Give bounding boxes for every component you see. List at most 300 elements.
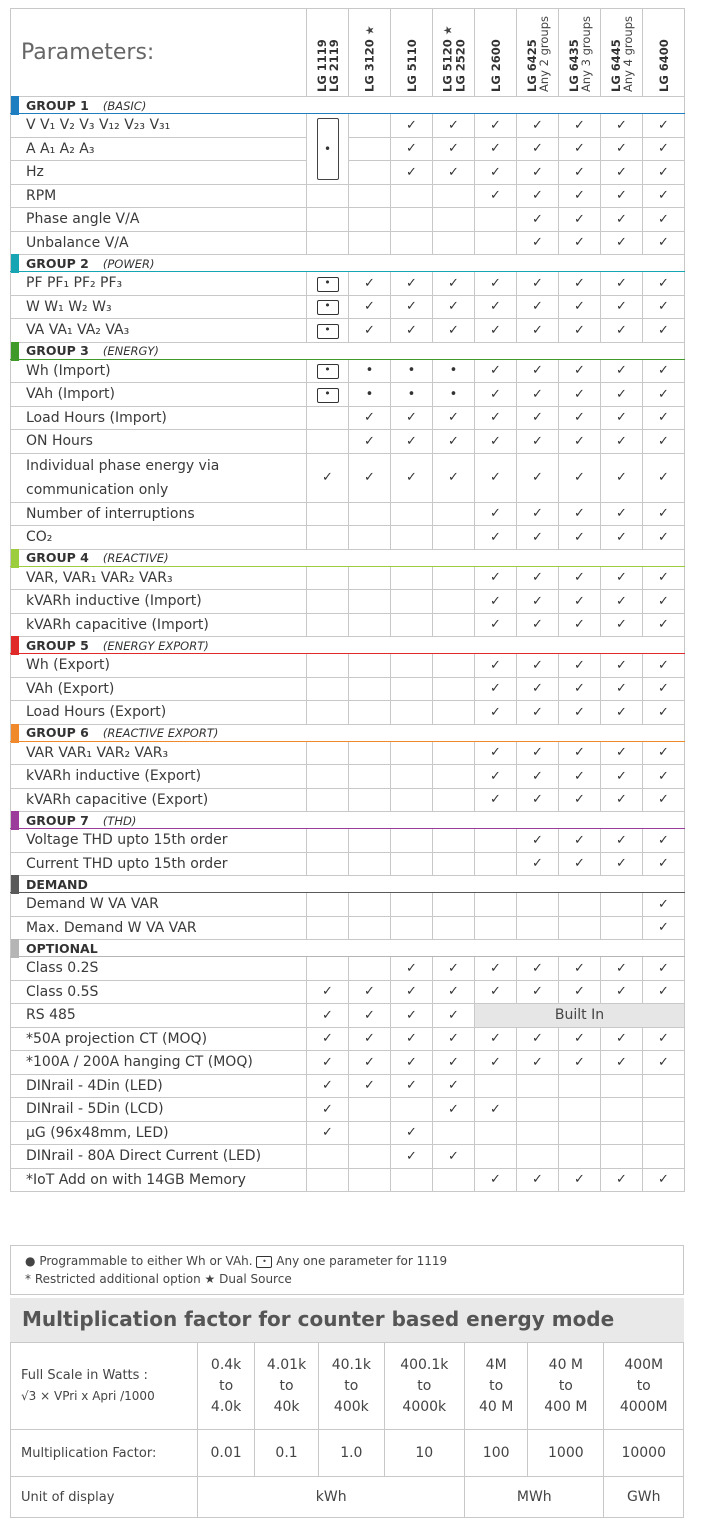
check-mark: ✓ [532, 792, 543, 808]
cell [517, 231, 559, 255]
cell [433, 453, 475, 502]
full-scale-label [11, 1343, 198, 1430]
cell [391, 502, 433, 526]
cell [643, 1098, 685, 1122]
check-mark: ✓ [532, 164, 543, 180]
check-mark: ✓ [574, 745, 585, 761]
range-line: to [636, 1377, 651, 1394]
cell [349, 829, 391, 853]
model-label [568, 16, 592, 92]
cell [601, 359, 643, 383]
cell [559, 114, 601, 138]
model-label [658, 39, 670, 92]
cell [475, 957, 517, 981]
check-mark: ✓ [448, 117, 459, 133]
cell [559, 161, 601, 185]
check-mark: ✓ [406, 275, 417, 291]
cell [475, 590, 517, 614]
parameter-label: VAR, VAR₁ VAR₂ VAR₃ [11, 566, 307, 590]
check-mark: ✓ [616, 188, 627, 204]
cell [391, 208, 433, 232]
cell [433, 1168, 475, 1192]
parameter-label: *50A projection CT (MOQ) [11, 1027, 307, 1051]
cell [643, 566, 685, 590]
cell [601, 654, 643, 678]
cell [517, 430, 559, 454]
parameter-label: VA VA₁ VA₂ VA₃ [11, 319, 307, 343]
cell [391, 430, 433, 454]
check-mark: ✓ [364, 433, 375, 449]
table-row [11, 852, 685, 876]
model-header [517, 9, 559, 97]
check-mark: ✓ [658, 984, 669, 1000]
factor-value: 0.1 [254, 1430, 318, 1477]
cell [433, 916, 475, 940]
check-mark: ✓ [448, 470, 459, 485]
check-mark: ✓ [658, 1054, 669, 1070]
cell [517, 272, 559, 296]
cell [559, 590, 601, 614]
parameter-label: CO₂ [11, 526, 307, 550]
parameter-label: Phase angle V/A [11, 208, 307, 232]
cell [517, 406, 559, 430]
cell [517, 916, 559, 940]
cell [349, 980, 391, 1004]
cell [517, 765, 559, 789]
parameters-table [10, 8, 685, 1192]
cell [349, 1168, 391, 1192]
check-mark: ✓ [490, 745, 501, 761]
cell [433, 1074, 475, 1098]
cell [349, 383, 391, 407]
built-in-cell: Built In [475, 1004, 685, 1028]
cell [349, 701, 391, 725]
model-line1: LG 6400 [656, 39, 671, 92]
check-mark: ✓ [574, 433, 585, 449]
model-header [643, 9, 685, 97]
group-header [11, 342, 685, 359]
programmable-dot: • [407, 386, 416, 402]
cell [559, 916, 601, 940]
check-mark: ✓ [574, 235, 585, 251]
parameter-label: RS 485 [11, 1004, 307, 1028]
cell [517, 613, 559, 637]
check-mark: ✓ [574, 681, 585, 697]
cell [433, 654, 475, 678]
cell [475, 829, 517, 853]
table-row [11, 1004, 685, 1028]
check-mark: ✓ [322, 1125, 333, 1141]
unit-value: MWh [465, 1477, 604, 1518]
parameter-label: Class 0.2S [11, 957, 307, 981]
cell [349, 161, 391, 185]
cell [643, 231, 685, 255]
cell [601, 453, 643, 502]
range-line: 40 M [548, 1356, 584, 1373]
model-line2: LG 2520 [453, 39, 467, 92]
cell [391, 319, 433, 343]
cell [643, 137, 685, 161]
check-mark: ✓ [448, 984, 459, 1000]
check-mark: ✓ [532, 1172, 543, 1188]
cell [517, 453, 559, 502]
group-color-bar [11, 96, 19, 115]
table-row [11, 319, 685, 343]
cell [433, 526, 475, 550]
cell [307, 231, 349, 255]
cell [349, 1027, 391, 1051]
check-mark: ✓ [406, 433, 417, 449]
cell [517, 1027, 559, 1051]
check-mark: ✓ [658, 322, 669, 338]
cell [601, 1121, 643, 1145]
group-color-bar [11, 636, 19, 655]
range-line: 4.01k [266, 1356, 307, 1373]
cell [475, 613, 517, 637]
cell [643, 654, 685, 678]
table-row [11, 1168, 685, 1192]
model-label [610, 16, 634, 92]
range-cell [604, 1343, 684, 1430]
cell [391, 526, 433, 550]
check-mark: ✓ [448, 1007, 459, 1023]
table-row [11, 590, 685, 614]
cell [559, 319, 601, 343]
cell [307, 980, 349, 1004]
cell [433, 1004, 475, 1028]
group-color-bar [11, 254, 19, 273]
one-parameter-marker: • [317, 388, 339, 403]
cell [349, 566, 391, 590]
range-line: to [279, 1377, 294, 1394]
group-header [11, 812, 685, 829]
cell [391, 184, 433, 208]
check-mark: ✓ [406, 117, 417, 133]
cell [559, 208, 601, 232]
check-mark: ✓ [616, 856, 627, 872]
cell [601, 613, 643, 637]
group-header-row [11, 549, 685, 566]
cell [601, 741, 643, 765]
check-mark: ✓ [574, 117, 585, 133]
group-header [11, 637, 685, 654]
check-mark: ✓ [364, 984, 375, 1000]
check-mark: ✓ [658, 299, 669, 315]
check-mark: ✓ [448, 1031, 459, 1047]
cell [391, 1121, 433, 1145]
check-mark: ✓ [532, 299, 543, 315]
check-mark: ✓ [406, 1031, 417, 1047]
cell [601, 893, 643, 917]
cell [391, 272, 433, 296]
cell [307, 566, 349, 590]
range-line: 400M [624, 1356, 664, 1373]
check-mark: ✓ [490, 117, 501, 133]
cell [349, 453, 391, 502]
cell [433, 677, 475, 701]
check-mark: ✓ [616, 984, 627, 1000]
check-mark: ✓ [532, 593, 543, 609]
factor-value: 1.0 [319, 1430, 384, 1477]
cell [307, 1121, 349, 1145]
check-mark: ✓ [532, 570, 543, 586]
check-mark: ✓ [532, 832, 543, 848]
cell [349, 613, 391, 637]
check-mark: ✓ [532, 1031, 543, 1047]
cell [559, 406, 601, 430]
check-mark: ✓ [574, 704, 585, 720]
cell [601, 502, 643, 526]
cell [475, 295, 517, 319]
group-color-bar [11, 811, 19, 830]
cell [475, 114, 517, 138]
cell [391, 359, 433, 383]
group-header-row [11, 812, 685, 829]
cell [601, 566, 643, 590]
cell [601, 829, 643, 853]
cell [559, 893, 601, 917]
cell [559, 231, 601, 255]
unit-label: Unit of display [11, 1477, 198, 1518]
cell [433, 502, 475, 526]
cell [643, 765, 685, 789]
check-mark: ✓ [658, 832, 669, 848]
check-mark: ✓ [616, 529, 627, 545]
cell [601, 383, 643, 407]
cell [559, 613, 601, 637]
cell [643, 272, 685, 296]
check-mark: ✓ [532, 470, 543, 485]
cell [601, 957, 643, 981]
table-row [11, 453, 685, 502]
range-line: 4M [485, 1356, 507, 1373]
cell [517, 208, 559, 232]
check-mark: ✓ [490, 1031, 501, 1047]
check-mark: ✓ [574, 299, 585, 315]
cell [475, 161, 517, 185]
cell [559, 829, 601, 853]
cell [307, 677, 349, 701]
cell [433, 788, 475, 812]
cell [349, 526, 391, 550]
check-mark: ✓ [490, 768, 501, 784]
parameter-label: DINrail - 80A Direct Current (LED) [11, 1145, 307, 1169]
check-mark: ✓ [406, 1007, 417, 1023]
cell [307, 430, 349, 454]
check-mark: ✓ [616, 299, 627, 315]
model-header [391, 9, 433, 97]
model-line1: LG 5110 [404, 39, 419, 92]
cell [391, 1004, 433, 1028]
cell [559, 1145, 601, 1169]
cell [433, 208, 475, 232]
cell [601, 406, 643, 430]
cell [643, 208, 685, 232]
full-scale-title: Full Scale in Watts : [21, 1368, 148, 1383]
range-cell [528, 1343, 604, 1430]
cell [643, 741, 685, 765]
cell [307, 1168, 349, 1192]
cell [643, 526, 685, 550]
cell [559, 1121, 601, 1145]
cell [601, 137, 643, 161]
check-mark: ✓ [616, 1054, 627, 1070]
table-row [11, 1074, 685, 1098]
one-parameter-marker: • [317, 300, 339, 315]
cell [307, 765, 349, 789]
cell [559, 980, 601, 1004]
cell [307, 319, 349, 343]
factor-label: Multiplication Factor: [11, 1430, 198, 1477]
check-mark: ✓ [574, 984, 585, 1000]
cell [307, 1145, 349, 1169]
group-subtitle: (POWER) [102, 256, 155, 271]
cell [391, 161, 433, 185]
check-mark: ✓ [616, 593, 627, 609]
check-mark: ✓ [658, 1172, 669, 1188]
check-mark: ✓ [616, 470, 627, 485]
table-row [11, 566, 685, 590]
cell [517, 114, 559, 138]
check-mark: ✓ [574, 832, 585, 848]
cell [517, 741, 559, 765]
range-line: to [219, 1377, 234, 1394]
cell [391, 852, 433, 876]
cell [559, 654, 601, 678]
check-mark: ✓ [616, 235, 627, 251]
check-mark: ✓ [322, 1054, 333, 1070]
check-mark: ✓ [616, 681, 627, 697]
model-label [363, 25, 376, 92]
cell [475, 566, 517, 590]
parameter-label: W W₁ W₂ W₃ [11, 295, 307, 319]
cell [349, 430, 391, 454]
cell [475, 1145, 517, 1169]
parameter-label: Number of interruptions [11, 502, 307, 526]
check-mark: ✓ [658, 363, 669, 379]
cell [517, 590, 559, 614]
table-row [11, 231, 685, 255]
cell [349, 502, 391, 526]
cell [349, 184, 391, 208]
parameter-label: Unbalance V/A [11, 231, 307, 255]
cell [391, 453, 433, 502]
check-mark: ✓ [406, 1078, 417, 1094]
table-row [11, 1098, 685, 1122]
cell [601, 852, 643, 876]
check-mark: ✓ [364, 1078, 375, 1094]
cell [475, 231, 517, 255]
check-mark: ✓ [364, 1007, 375, 1023]
cell [433, 613, 475, 637]
check-mark: ✓ [658, 657, 669, 673]
check-mark: ✓ [658, 386, 669, 402]
group-header [11, 876, 685, 893]
check-mark: ✓ [406, 164, 417, 180]
check-mark: ✓ [448, 410, 459, 426]
cell [643, 1051, 685, 1075]
check-mark: ✓ [490, 141, 501, 157]
model-header [601, 9, 643, 97]
cell [643, 677, 685, 701]
check-mark: ✓ [616, 960, 627, 976]
check-mark: ✓ [448, 960, 459, 976]
check-mark: ✓ [448, 433, 459, 449]
check-mark: ✓ [616, 410, 627, 426]
model-header [433, 9, 475, 97]
cell [517, 1168, 559, 1192]
cell [349, 677, 391, 701]
check-mark: ✓ [364, 275, 375, 291]
parameter-label: DINrail - 4Din (LED) [11, 1074, 307, 1098]
cell [433, 980, 475, 1004]
cell [559, 765, 601, 789]
check-mark: ✓ [616, 211, 627, 227]
cell [517, 1051, 559, 1075]
table-row [11, 957, 685, 981]
model-header [475, 9, 517, 97]
cell [517, 1074, 559, 1098]
cell [433, 1051, 475, 1075]
check-mark: ✓ [448, 299, 459, 315]
cell [391, 1051, 433, 1075]
cell [517, 137, 559, 161]
model-line1: LG 6435 [566, 39, 581, 92]
cell [433, 1121, 475, 1145]
check-mark: ✓ [574, 1054, 585, 1070]
cell [433, 1098, 475, 1122]
cell [559, 295, 601, 319]
group-header-row [11, 342, 685, 359]
check-mark: ✓ [532, 433, 543, 449]
cell [475, 184, 517, 208]
cell [349, 406, 391, 430]
cell [307, 957, 349, 981]
check-mark: ✓ [616, 117, 627, 133]
cell [391, 590, 433, 614]
cell [643, 788, 685, 812]
cell [517, 161, 559, 185]
table-row [11, 893, 685, 917]
check-mark: ✓ [532, 386, 543, 402]
cell [433, 319, 475, 343]
check-mark: ✓ [490, 960, 501, 976]
check-mark: ✓ [322, 470, 333, 485]
full-scale-row [11, 1343, 684, 1430]
check-mark: ✓ [658, 188, 669, 204]
check-mark: ✓ [658, 768, 669, 784]
cell [643, 701, 685, 725]
check-mark: ✓ [574, 617, 585, 633]
check-mark: ✓ [574, 1031, 585, 1047]
cell [475, 383, 517, 407]
factor-value: 10 [384, 1430, 465, 1477]
cell [307, 741, 349, 765]
table-row [11, 980, 685, 1004]
check-mark: ✓ [532, 506, 543, 522]
cell [475, 701, 517, 725]
cell [391, 829, 433, 853]
check-mark: ✓ [364, 410, 375, 426]
cell [391, 788, 433, 812]
table-row [11, 1121, 685, 1145]
range-line: to [344, 1377, 359, 1394]
range-line: 40.1k [331, 1356, 371, 1373]
programmable-dot: • [365, 363, 374, 379]
cell [559, 852, 601, 876]
cell [601, 526, 643, 550]
cell [643, 114, 685, 138]
